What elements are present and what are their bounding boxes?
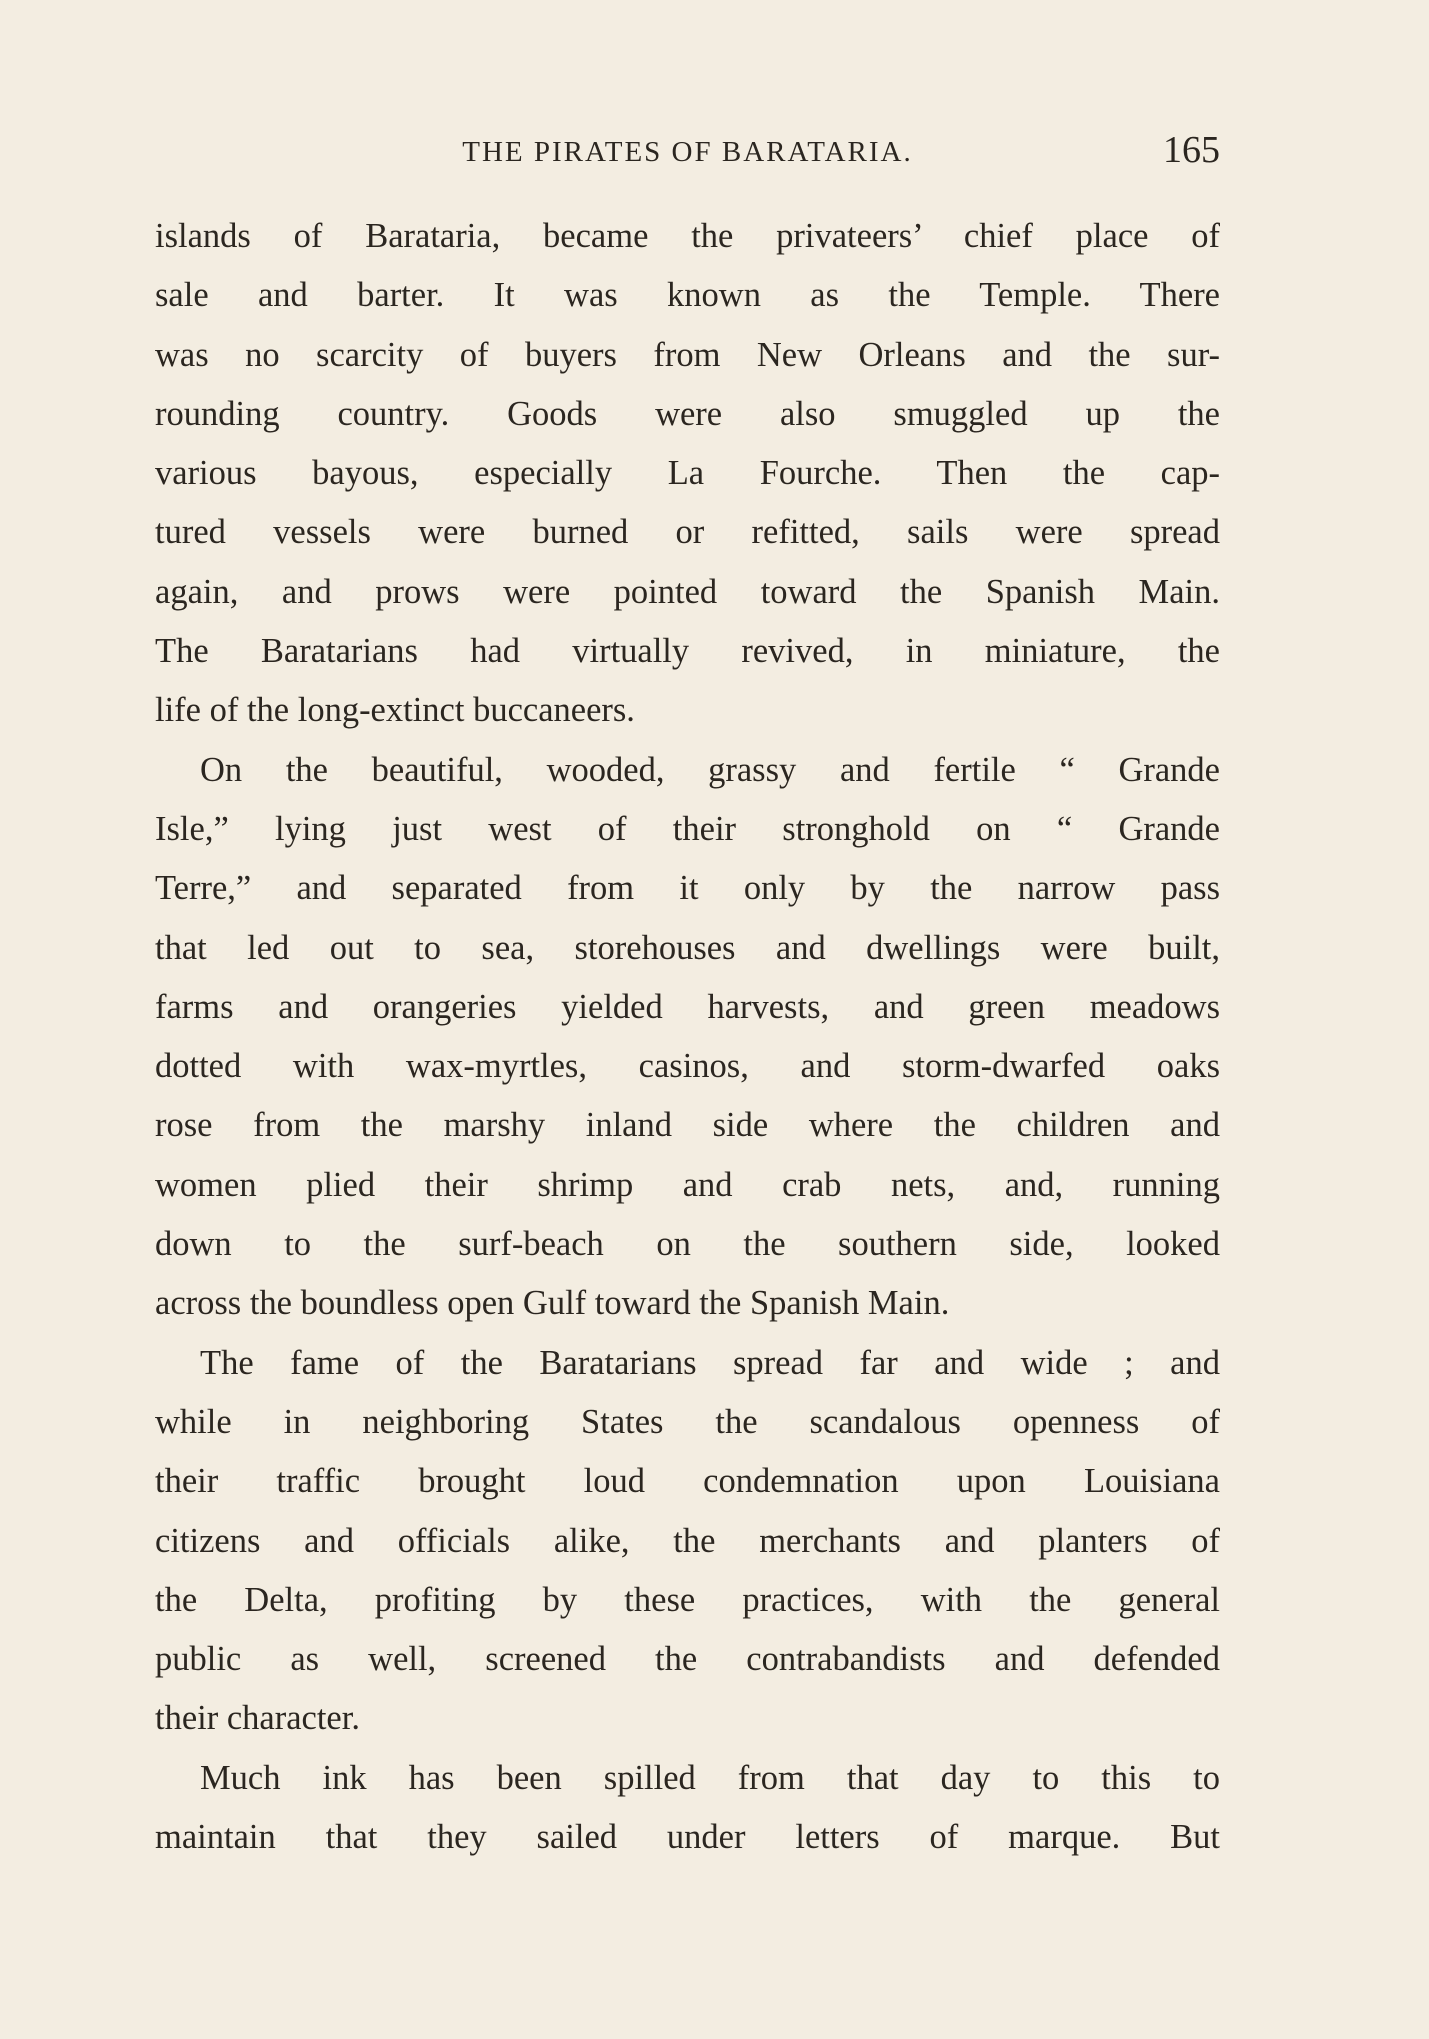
text-line: On the beautiful, wooded, grassy and fertile “ Grande [200,750,1220,789]
text-line: while in neighboring States the scandalous openness of [155,1402,1220,1441]
text-line: citizens and officials alike, the merchants and planters of [155,1521,1220,1560]
text-line: various bayous, especially La Fourche. Then the cap- [155,454,1220,493]
text-line: that led out to sea, storehouses and dwellings were built, [155,928,1220,967]
running-head [155,128,1220,178]
text-line: down to the surf-beach on the southern side, looked [155,1225,1220,1264]
text-line: The Baratarians had virtually revived, in miniature, the [155,632,1220,671]
text-line: again, and prows were pointed toward the Spanish Main. [155,572,1220,611]
text-line: farms and orangeries yielded harvests, and green meadows [155,987,1220,1026]
text-line: The fame of the Baratarians spread far and wide ; and [200,1343,1220,1382]
text-line: maintain that they sailed under letters of marque. But [155,1818,1220,1857]
page-number: 165 [1163,129,1220,171]
text-line: Isle,” lying just west of their stronghold on “ Grande [155,809,1220,848]
text-line: dotted with wax-myrtles, casinos, and storm-dwarfed oaks [155,1047,1220,1086]
text-line: sale and barter. It was known as the Temple. There [155,276,1220,315]
text-line: their traffic brought loud condemnation upon Louisiana [155,1462,1220,1501]
text-line: public as well, screened the contrabandists and defended [155,1640,1220,1679]
text-line: women plied their shrimp and crab nets, and, running [155,1165,1220,1204]
text-line: rose from the marshy inland side where the children and [155,1106,1220,1145]
text-line: across the boundless open Gulf toward the Spanish Main. [155,1284,950,1323]
text-line: their character. [155,1699,360,1738]
text-line: Terre,” and separated from it only by the narrow pass [155,869,1220,908]
text-line: Much ink has been spilled from that day to this to [200,1758,1220,1797]
text-line: rounding country. Goods were also smuggled up the [155,394,1220,433]
text-line: life of the long-extinct buccaneers. [155,691,635,730]
text-line: the Delta, profiting by these practices, with the general [155,1580,1220,1619]
text-line: islands of Barataria, became the privateers’ chief place of [155,217,1220,255]
text-line: tured vessels were burned or refitted, sails were spread [155,513,1220,552]
body-text [155,207,1220,1867]
running-title: THE PIRATES OF BARATARIA. [462,136,913,168]
text-line: was no scarcity of buyers from New Orleans and the sur- [155,335,1220,374]
